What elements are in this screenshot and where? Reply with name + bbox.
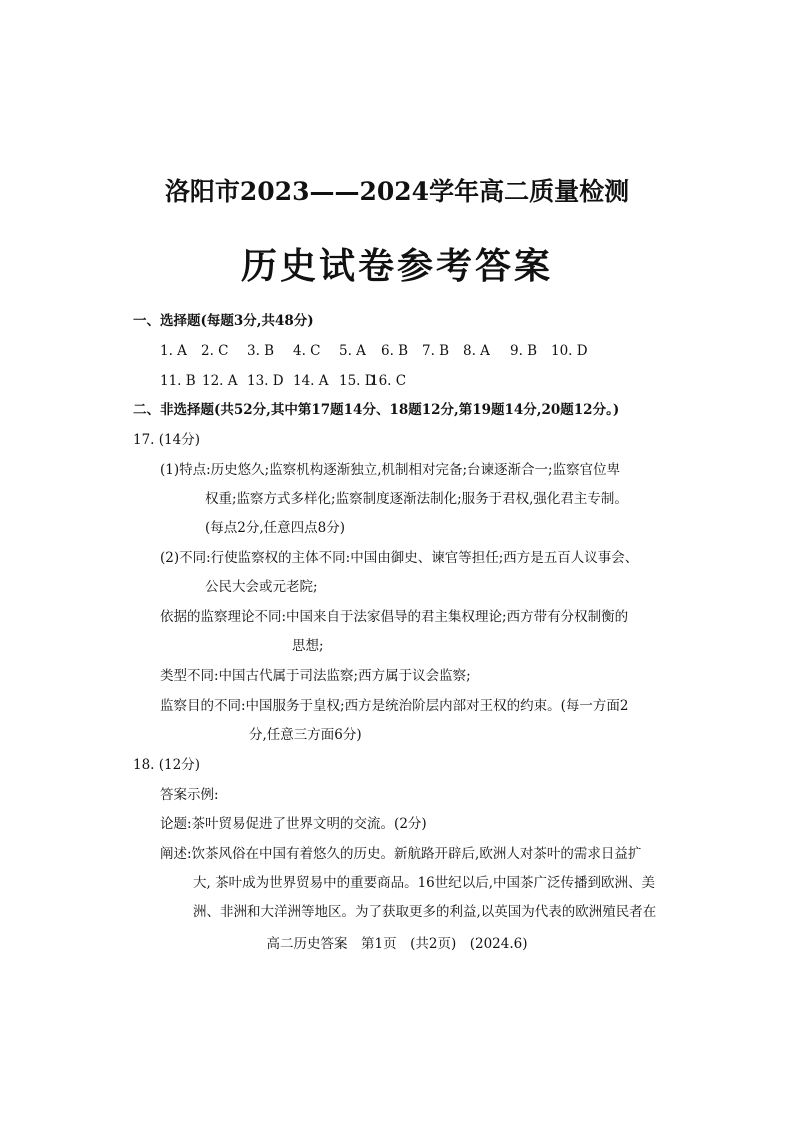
q17-part1-line2: 权重;监察方式多样化;监察制度逐渐法制化;服务于君权,强化君主专制。	[205, 491, 628, 507]
q17-part2-line2: 公民大会或元老院;	[205, 579, 318, 595]
choice-answer: 11. B	[160, 373, 196, 389]
choice-answer: 3. B	[247, 343, 275, 359]
q17-part1-line1: (1)特点:历史悠久;监察机构逐渐独立,机制相对完备;台谏逐渐合一;监察官位卑	[160, 462, 621, 478]
q17-part3-line1: 依据的监察理论不同:中国来自于法家倡导的君主集权理论;西方带有分权制衡的	[160, 609, 629, 625]
choice-answer: 6. B	[381, 343, 409, 359]
q18-example-label: 答案示例:	[160, 787, 219, 803]
choice-answer: 13. D	[247, 373, 284, 389]
choice-answer: 9. B	[510, 343, 538, 359]
q17-part1-scoring: (每点2分,任意四点8分)	[205, 520, 346, 536]
choice-answer: 8. A	[463, 343, 490, 359]
choice-answer: 7. B	[422, 343, 450, 359]
choice-answer: 1. A	[160, 343, 187, 359]
choice-answer: 4. C	[293, 343, 321, 359]
exam-title: 洛阳市2023——2024学年高二质量检测	[164, 177, 630, 206]
q17-part2-line1: (2)不同:行使监察权的主体不同:中国由御史、谏官等担任;西方是五百人议事会、	[160, 550, 639, 566]
q17-part5-line2: 分,任意三方面6分)	[249, 727, 362, 743]
q18-body-line3: 洲、非洲和大洋洲等地区。为了获取更多的利益,以英国为代表的欧洲殖民者在	[193, 904, 657, 920]
question-18-label: 18. (12分)	[133, 757, 200, 773]
q18-thesis: 论题:茶叶贸易促进了世界文明的交流。(2分)	[160, 816, 427, 832]
choice-answer: 14. A	[293, 373, 329, 389]
choice-answer: 5. A	[339, 343, 366, 359]
page-footer: 高二历史答案 第1页 (共2页) (2024.6)	[266, 936, 528, 952]
q17-part4-line1: 类型不同:中国古代属于司法监察;西方属于议会监察;	[160, 668, 471, 684]
q17-part5-line1: 监察目的不同:中国服务于皇权;西方是统治阶层内部对王权的约束。(每一方面2	[160, 698, 629, 714]
choice-answer: 10. D	[551, 343, 588, 359]
section1-heading: 一、选择题(每题3分,共48分)	[133, 313, 314, 329]
choice-answer: 12. A	[202, 373, 238, 389]
choice-answer: 2. C	[201, 343, 229, 359]
q17-part3-line2: 思想;	[292, 638, 324, 654]
section2-heading: 二、非选择题(共52分,其中第17题14分、18题12分,第19题14分,20题12分。)	[133, 402, 620, 418]
choice-answer: 16. C	[370, 373, 407, 389]
q18-body-line2: 大, 茶叶成为世界贸易中的重要商品。16世纪以后,中国茶广泛传播到欧洲、美	[193, 875, 656, 891]
choice-answer: 15. D	[339, 373, 376, 389]
q18-body-line1: 阐述:饮茶风俗在中国有着悠久的历史。新航路开辟后,欧洲人对茶叶的需求日益扩	[160, 846, 642, 862]
question-17-label: 17. (14分)	[133, 432, 200, 448]
document-title: 历史试卷参考答案	[240, 245, 553, 287]
